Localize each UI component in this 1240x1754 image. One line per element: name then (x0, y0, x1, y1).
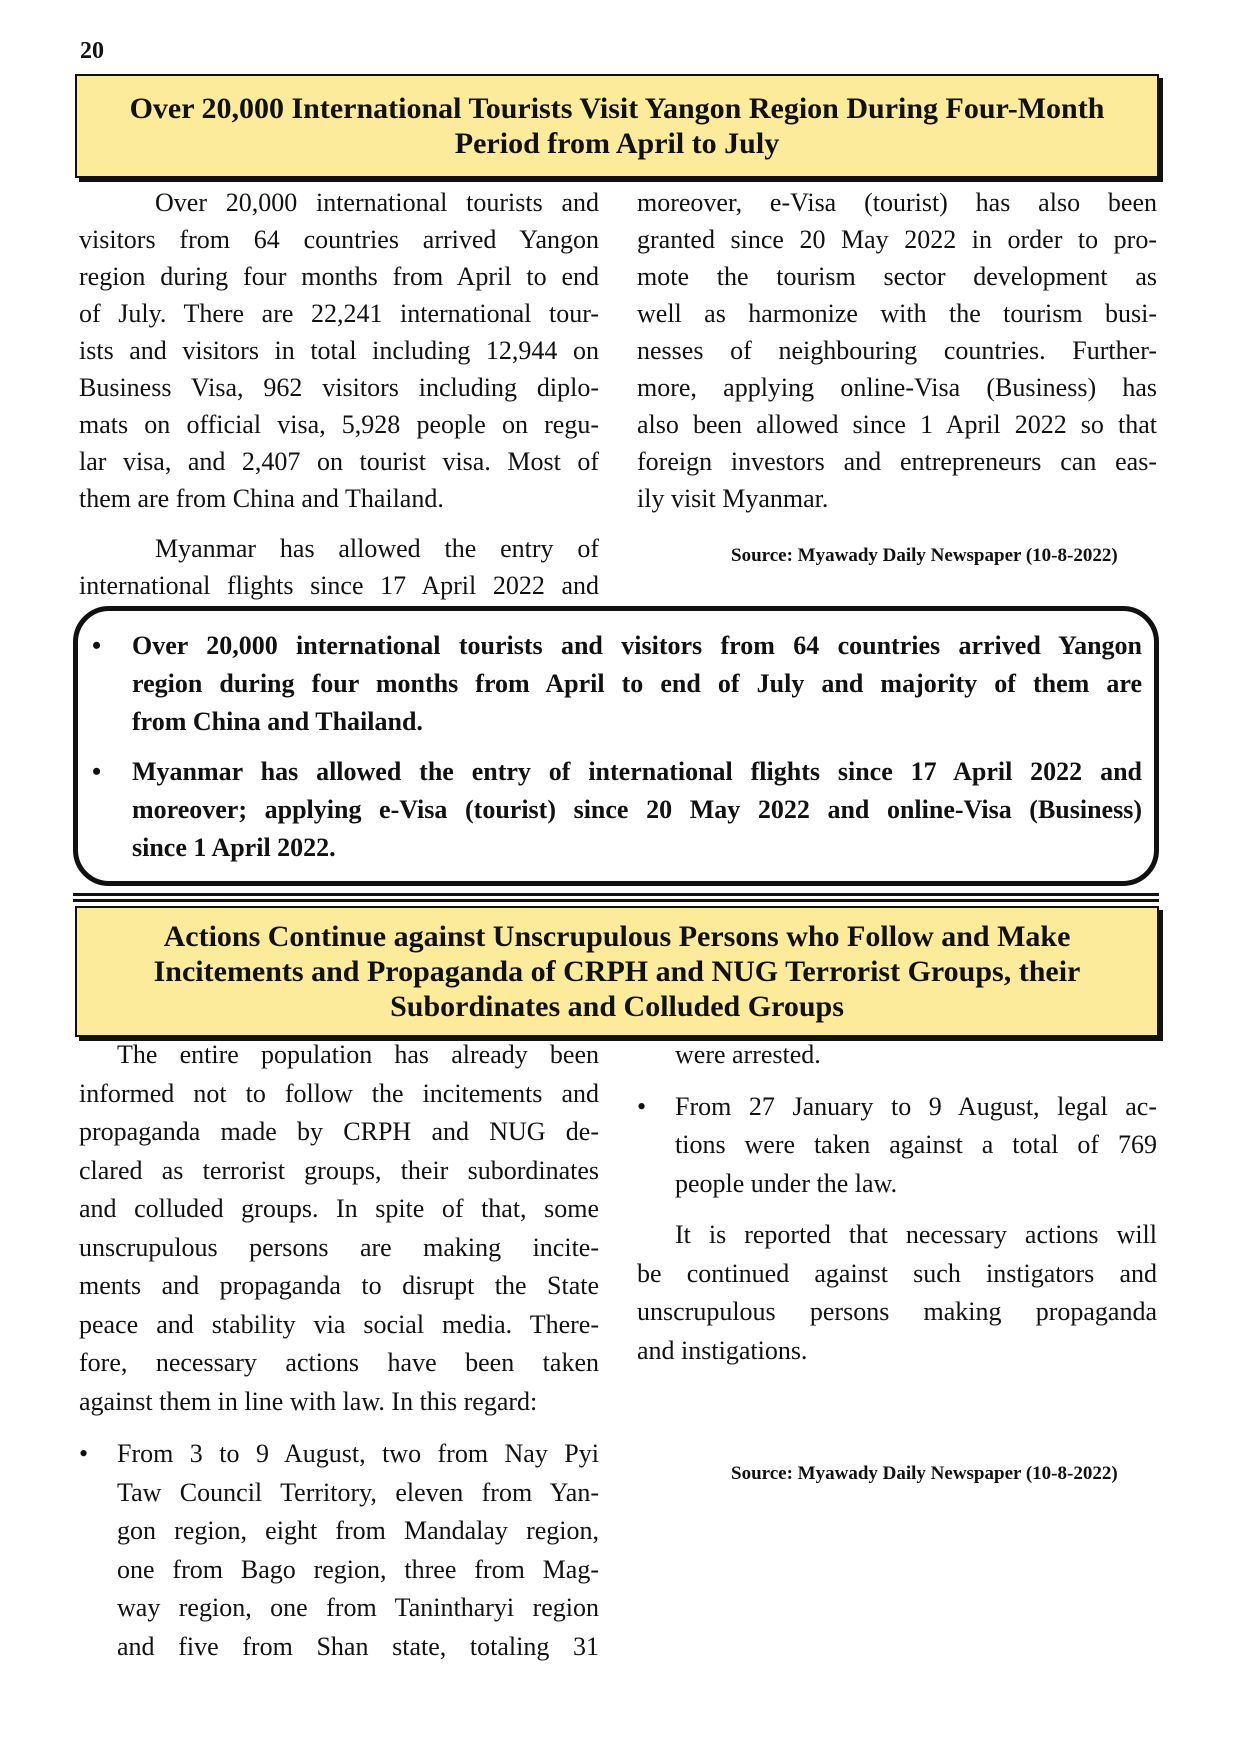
headline-line: Period from April to July (454, 127, 780, 160)
summary-list (92, 627, 1142, 867)
text-line: and colluded groups. In spite of that, some (79, 1194, 599, 1223)
text-line: more, applying online-Visa (Business) has (637, 373, 1157, 402)
arrest-bullet-continued (637, 1036, 1157, 1075)
bullet-icon: • (637, 1091, 647, 1121)
text-line: since 1 April 2022. (132, 833, 336, 862)
article1-paragraph-3 (637, 184, 1157, 517)
headline-line: Incitements and Propaganda of CRPH and NUG Terrorist Groups, their (153, 955, 1081, 988)
text-line: unscrupulous persons making propaganda (637, 1297, 1157, 1326)
article1-source: Source: Myawady Daily Newspaper (10-8-2022) (731, 545, 1118, 566)
text-line: gon region, eight from Mandalay region, (117, 1516, 599, 1545)
text-line: against them in line with law. In this regard: (79, 1386, 538, 1416)
text-line: From 27 January to 9 August, legal ac- (675, 1091, 1157, 1121)
text-line: Myanmar has allowed the entry of international flights since 17 April 2022 and (132, 757, 1142, 786)
text-line: way region, one from Tanintharyi region (117, 1593, 599, 1622)
text-line: Business Visa, 962 visitors including diplo- (79, 373, 599, 402)
article1-right-column (637, 184, 1157, 517)
article2-paragraph-2 (637, 1216, 1157, 1370)
text-line: peace and stability via social media. There- (79, 1309, 599, 1339)
text-line: informed not to follow the incitements and (79, 1078, 599, 1108)
arrest-bullet (79, 1435, 599, 1666)
text-line: granted since 20 May 2022 in order to pro- (637, 225, 1157, 254)
summary-item (92, 753, 1142, 867)
text-line: ments and propaganda to disrupt the State (79, 1271, 599, 1300)
text-line: fore, necessary actions have been taken (79, 1348, 599, 1377)
text-line: Taw Council Territory, eleven from Yan- (117, 1477, 599, 1507)
text-line: Over 20,000 international tourists and visitors from 64 countries arrived Yangon (132, 631, 1142, 660)
article2-right-column (637, 1036, 1157, 1370)
headline-line: Subordinates and Colluded Groups (390, 990, 844, 1023)
text-line: foreign investors and entrepreneurs can eas- (637, 447, 1157, 476)
page-number: 20 (80, 38, 104, 64)
article2-source: Source: Myawady Daily Newspaper (10-8-2022) (731, 1463, 1118, 1484)
text-line: and five from Shan state, totaling 31 (117, 1631, 599, 1661)
text-line: unscrupulous persons are making incite- (79, 1232, 599, 1262)
article2-paragraph-1 (79, 1036, 599, 1421)
text-line: ily visit Myanmar. (637, 484, 829, 513)
headline-line: Over 20,000 International Tourists Visit Yangon Region During Four-Month (129, 92, 1105, 125)
text-line: well as harmonize with the tourism busi- (637, 299, 1157, 328)
text-line: also been allowed since 1 April 2022 so that (637, 410, 1157, 439)
text-line: visitors from 64 countries arrived Yangon (79, 225, 599, 254)
text-line: be continued against such instigators and (637, 1258, 1157, 1288)
text-line: moreover; applying e-Visa (tourist) since 20 May 2022 and online-Visa (Business) (132, 795, 1142, 824)
headline-line: Actions Continue against Unscrupulous Persons who Follow and Make (163, 920, 1071, 953)
text-line: them are from China and Thailand. (79, 484, 444, 513)
summary-item (92, 627, 1142, 741)
text-line: propaganda made by CRPH and NUG de- (79, 1117, 599, 1146)
text-line: from China and Thailand. (132, 707, 423, 736)
text-line: international flights since 17 April 2022 and (79, 571, 599, 600)
text-line: people under the law. (675, 1168, 898, 1198)
text-line: lar visa, and 2,407 on tourist visa. Most of (79, 447, 599, 476)
text-line: nesses of neighbouring countries. Further- (637, 336, 1157, 365)
divider (73, 893, 1159, 896)
text-line: Over 20,000 international tourists and (155, 188, 599, 217)
text-line: region during four months from April to end of July and majority of them are (132, 669, 1142, 698)
text-line: of July. There are 22,241 international tour- (79, 299, 599, 328)
text-line: Myanmar has allowed the entry of (155, 534, 599, 563)
text-line: mats on official visa, 5,928 people on regu- (79, 410, 599, 439)
text-line: were arrested. (675, 1040, 821, 1069)
divider (73, 899, 1159, 902)
bullet-icon: • (79, 1439, 89, 1468)
article1-paragraph-1 (79, 184, 599, 517)
article2-headline (75, 906, 1159, 1037)
article2-left-column (79, 1036, 599, 1666)
text-line: and instigations. (637, 1335, 808, 1365)
text-line: one from Bago region, three from Mag- (117, 1554, 599, 1584)
text-line: moreover, e-Visa (tourist) has also been (637, 188, 1157, 217)
article1-headline (75, 74, 1159, 178)
article1-left-column (79, 184, 599, 604)
text-line: tions were taken against a total of 769 (675, 1130, 1157, 1159)
text-line: It is reported that necessary actions will (675, 1220, 1157, 1249)
text-line: mote the tourism sector development as (637, 262, 1157, 291)
bullet-icon: • (92, 631, 102, 660)
legal-action-bullet (637, 1088, 1157, 1204)
text-line: The entire population has already been (117, 1040, 599, 1069)
bullet-icon: • (92, 757, 102, 786)
text-line: region during four months from April to end (79, 262, 599, 291)
text-line: clared as terrorist groups, their subordinates (79, 1155, 599, 1185)
text-line: From 3 to 9 August, two from Nay Pyi (117, 1439, 599, 1468)
article1-paragraph-2 (79, 530, 599, 604)
text-line: ists and visitors in total including 12,944 on (79, 336, 599, 365)
